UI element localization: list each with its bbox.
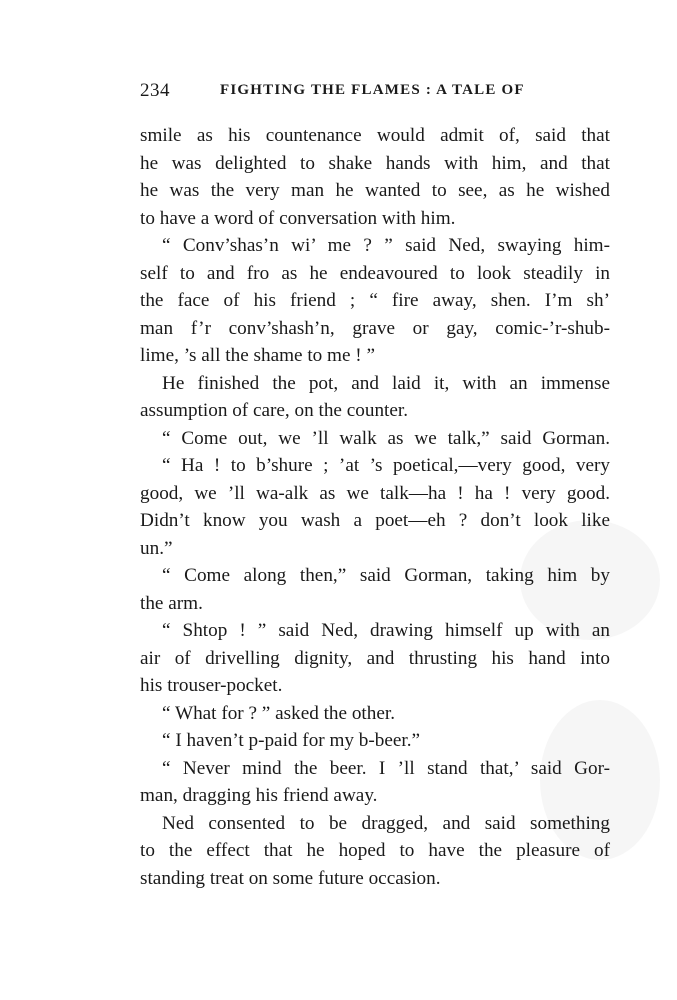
running-head [140,80,612,104]
text-line: un.” [140,537,173,559]
text-line: “ Come along then,” said Gorman, taking him by [162,565,610,586]
running-title: FIGHTING THE FLAMES : A TALE OF [220,82,525,98]
text-line: self to and fro as he endeavoured to look steadily in [140,262,610,284]
text-line: to the effect that he hoped to have the pleasure of [140,840,610,861]
text-line: good, we ’ll wa-alk as we talk—ha ! ha ! very good. [140,482,610,504]
text-line: He finished the pot, and laid it, with an immense [162,372,610,394]
text-line: the arm. [140,592,203,614]
text-line: “ Ha ! to b’shure ; ’at ’s poetical,—very good, very [162,455,610,476]
text-line: man, dragging his friend away. [140,785,378,806]
text-line: man f’r conv’shash’n, grave or gay, comic-’r-shub- [140,317,610,339]
text-line: “ Shtop ! ” said Ned, drawing himself up with an [162,620,610,641]
text-line: “ Never mind the beer. I ’ll stand that,’ said Gor- [162,757,610,779]
body-text [140,122,610,892]
text-line: “ I haven’t p-paid for my b-beer.” [162,730,421,751]
text-line: his trouser-pocket. [140,675,283,696]
text-line: assumption of care, on the counter. [140,400,409,421]
text-line: the face of his friend ; “ fire away, shen. I’m sh’ [140,290,610,311]
text-line: “ What for ? ” asked the other. [162,702,395,724]
text-line: standing treat on some future occasion. [140,867,441,889]
text-line: Didn’t know you wash a poet—eh ? don’t look like [140,510,610,531]
text-line: “ Conv’shas’n wi’ me ? ” said Ned, swaying him- [162,235,610,256]
text-line: lime, ’s all the shame to me ! ” [140,345,375,366]
text-line: “ Come out, we ’ll walk as we talk,” said Gorman. [162,427,610,449]
page-number: 234 [140,80,170,101]
text-line: he was the very man he wanted to see, as he wished [140,180,610,201]
text-line: smile as his countenance would admit of, said that [140,125,610,146]
text-line: he was delighted to shake hands with him, and that [140,152,610,174]
text-line: air of drivelling dignity, and thrusting his hand into [140,647,610,669]
text-line: to have a word of conversation with him. [140,207,456,229]
text-line: Ned consented to be dragged, and said something [162,812,610,834]
